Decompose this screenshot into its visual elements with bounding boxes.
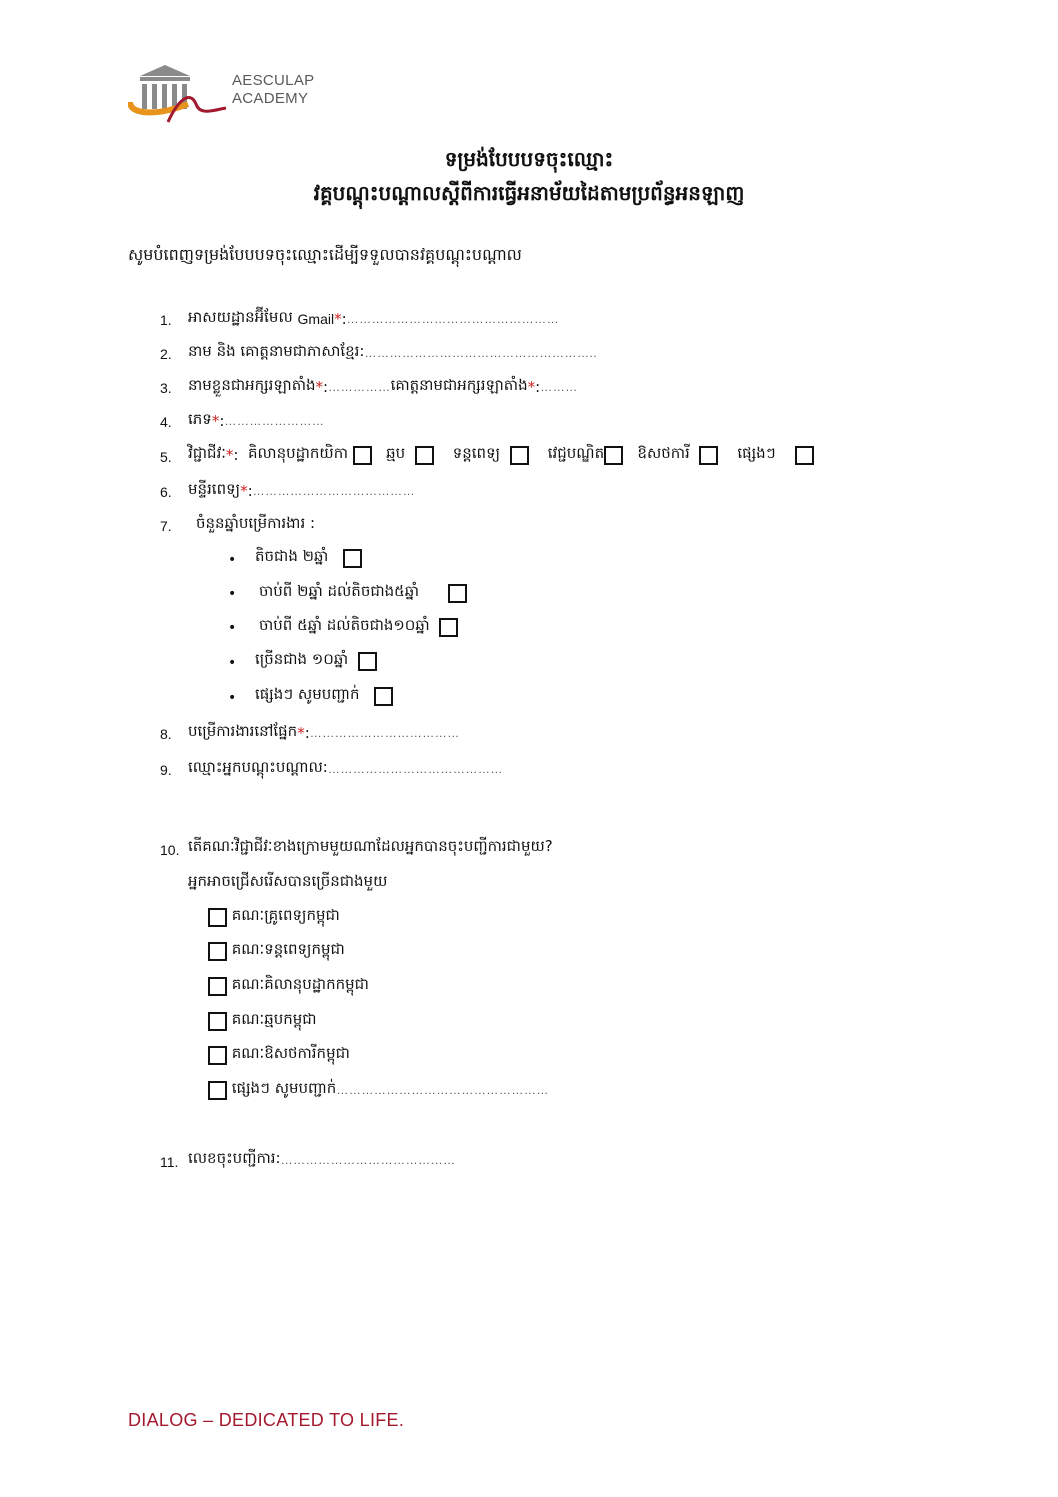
profession-label: វិជ្ជាជីវៈ <box>188 444 226 462</box>
khmer-name-field[interactable] <box>188 342 597 364</box>
years-option-label: តិចជាង ២ឆ្នាំ <box>255 547 329 565</box>
council-option-label: ផ្សេងៗ សូមបញ្ជាក់ <box>231 1079 337 1097</box>
gmail-label: Gmail <box>297 311 335 327</box>
blank-line: ……… <box>540 380 578 394</box>
bullet: • <box>228 586 237 602</box>
checkbox-years-4[interactable] <box>358 652 377 671</box>
blank-line: …………………………………… <box>327 762 503 776</box>
aesculap-logo <box>128 60 328 142</box>
years-option-label: ចាប់ពី ៥ឆ្នាំ ដល់តិចជាង១០ឆ្នាំ <box>259 616 430 634</box>
required-mark: * <box>334 310 342 328</box>
registration-label: លេខចុះបញ្ជីការ: <box>188 1149 281 1167</box>
option-pharmacist: ឱសថការី <box>637 444 690 462</box>
email-label: អាសយដ្ឋានអ៊ីមែល <box>188 308 293 326</box>
years-option-3 <box>259 616 458 638</box>
item-number: 3. <box>160 380 172 396</box>
item-number: 10. <box>160 842 180 858</box>
item-number: 2. <box>160 346 172 362</box>
hospital-label: មន្ទីរពេទ្យ <box>188 480 241 498</box>
item-number: 7. <box>160 518 172 534</box>
checkbox-midwife[interactable] <box>415 446 434 465</box>
council-option-label: គណៈទន្តពេទ្យកម្ពុជា <box>231 940 345 958</box>
option-doctor: វេជ្ជបណ្ឌិត <box>547 444 605 462</box>
checkbox-other[interactable] <box>795 446 814 465</box>
item-number: 5. <box>160 449 172 465</box>
checkbox-years-2[interactable] <box>448 584 467 603</box>
years-label-text: ចំនួនឆ្នាំបម្រើការងារ : <box>196 514 316 532</box>
gender-label: ភេទ <box>188 410 212 428</box>
blank-line: ……………………………… <box>309 726 460 740</box>
checkbox-years-1[interactable] <box>343 549 362 568</box>
blank-line[interactable]: …………………………………………… <box>336 1083 549 1097</box>
bullet: • <box>228 655 237 671</box>
latin-name-field[interactable]: នាមខ្លួនជាអក្សរឡាតាំង * : …………… គោត្តនាមជាអក្សរឡាតាំង * : ……… <box>188 376 578 396</box>
council-hint <box>188 872 387 894</box>
blank-line: …………………………………………… <box>346 312 560 326</box>
checkbox-pharmacist[interactable] <box>699 446 718 465</box>
checkbox-council-3[interactable] <box>208 977 227 996</box>
checkbox-council-5[interactable] <box>208 1046 227 1065</box>
years-option-label: ផ្សេងៗ សូមបញ្ជាក់ <box>255 685 360 703</box>
checkbox-years-5[interactable] <box>374 687 393 706</box>
required-mark: * <box>225 446 234 464</box>
required-mark: * <box>297 724 305 742</box>
council-option-4 <box>208 1010 317 1032</box>
council-option-label: គណៈឱសថការីកម្ពុជា <box>231 1044 350 1062</box>
intro-text: សូមបំពេញទម្រង់បែបបទចុះឈ្មោះដើម្បីទទួលបានវគ្គបណ្តុះបណ្តាល <box>128 245 522 264</box>
option-midwife: ឆ្មប <box>386 444 406 462</box>
bullet: • <box>228 552 237 568</box>
last-name-label: គោត្តនាមជាអក្សរឡាតាំង <box>390 376 528 394</box>
required-mark: * <box>527 378 536 396</box>
blank-line: ……………………………………………….. <box>364 346 598 360</box>
council-question <box>188 837 553 859</box>
registration-number-field[interactable] <box>188 1149 456 1171</box>
checkbox-council-1[interactable] <box>208 908 227 927</box>
blank-line: ………………………………… <box>252 484 416 498</box>
profession-row: វិជ្ជាជីវៈ * : គិលានុបដ្ឋាកយិកា ឆ្មប ទន្តពេទ្យ វេជ្ជបណ្ឌិត ឱសថការី ផ្សេងៗ <box>188 444 814 466</box>
years-option-5 <box>255 685 393 707</box>
checkbox-council-4[interactable] <box>208 1012 227 1031</box>
item-number: 1. <box>160 312 172 328</box>
option-dentist: ទន្តពេទ្យ <box>452 444 501 462</box>
council-option-1 <box>208 906 340 928</box>
item-number: 9. <box>160 762 172 778</box>
council-option-label: គណៈគ្រូពេទ្យកម្ពុជា <box>231 906 340 924</box>
council-option-label: គណៈគិលានុបដ្ឋាកកម្ពុជា <box>231 975 369 993</box>
option-other: ផ្សេងៗ <box>737 444 776 462</box>
council-option-3 <box>208 975 369 997</box>
council-option-6 <box>208 1079 549 1101</box>
checkbox-council-2[interactable] <box>208 942 227 961</box>
logo-line-1: AESCULAP <box>232 72 315 89</box>
khmer-name-label: នាម និង គោត្តនាមជាភាសាខ្មែរ: <box>188 342 365 360</box>
years-option-2 <box>259 582 467 604</box>
bullet: • <box>228 620 237 636</box>
required-mark: * <box>240 482 248 500</box>
form-title: ទម្រង់បែបបទចុះឈ្មោះ <box>444 147 614 171</box>
department-label: បម្រើការងារនៅផ្នែក <box>188 722 298 740</box>
council-option-label: គណៈឆ្មបកម្ពុជា <box>231 1010 317 1028</box>
blank-line: …………… <box>328 380 391 394</box>
checkbox-dentist[interactable] <box>510 446 529 465</box>
logo-line-2: ACADEMY <box>232 90 309 107</box>
checkbox-nurse[interactable] <box>353 446 372 465</box>
footer-tagline: DIALOG – DEDICATED TO LIFE. <box>128 1410 405 1430</box>
logo-text <box>232 72 314 108</box>
years-option-label: ចាប់ពី ២ឆ្នាំ ដល់តិចជាង៥ឆ្នាំ <box>259 582 420 600</box>
item-number: 8. <box>160 726 172 742</box>
trainer-name-field[interactable] <box>188 758 503 780</box>
temple-icon <box>128 60 228 142</box>
gender-field[interactable]: ភេទ * : …………………… <box>188 410 325 430</box>
option-nurse: គិលានុបដ្ឋាកយិកា <box>248 444 348 462</box>
required-mark: * <box>211 412 220 430</box>
email-field[interactable]: អាសយដ្ឋានអ៊ីមែល Gmail * : …………………………………………… <box>188 308 560 328</box>
required-mark: * <box>315 378 324 396</box>
trainer-label: ឈ្មោះអ្នកបណ្តុះបណ្តាល: <box>188 758 328 776</box>
years-option-1 <box>255 547 362 569</box>
council-option-2 <box>208 940 345 962</box>
bullet: • <box>228 690 237 706</box>
checkbox-council-6[interactable] <box>208 1081 227 1100</box>
checkbox-years-3[interactable] <box>439 618 458 637</box>
item-number: 11. <box>160 1154 179 1170</box>
blank-line: …………………………………… <box>280 1153 456 1167</box>
council-option-5 <box>208 1044 350 1066</box>
council-hint-text: អ្នកអាចជ្រើសរើសបានច្រើនជាងមួយ <box>188 872 388 890</box>
item-number: 6. <box>160 484 172 500</box>
blank-line: …………………… <box>224 414 325 428</box>
years-option-4 <box>255 650 377 672</box>
years-of-service-label <box>196 514 315 536</box>
years-option-label: ច្រើនជាង ១០ឆ្នាំ <box>255 650 349 668</box>
hospital-field[interactable]: មន្ទីរពេទ្យ * : ………………………………… <box>188 480 416 500</box>
checkbox-doctor[interactable] <box>604 446 623 465</box>
council-question-text: តើគណៈវិជ្ជាជីវៈខាងក្រោមមួយណាដែលអ្នកបានចុះបញ្ជីការជាមួយ? <box>188 837 553 855</box>
first-name-label: នាមខ្លួនជាអក្សរឡាតាំង <box>188 376 316 394</box>
course-title: វគ្គបណ្តុះបណ្តាលស្តីពីការធ្វើអនាម័យដៃតាមប្រព័ន្ធអនឡាញ <box>313 181 745 205</box>
item-number: 4. <box>160 414 172 430</box>
department-field[interactable]: បម្រើការងារនៅផ្នែក * : ……………………………… <box>188 722 460 742</box>
